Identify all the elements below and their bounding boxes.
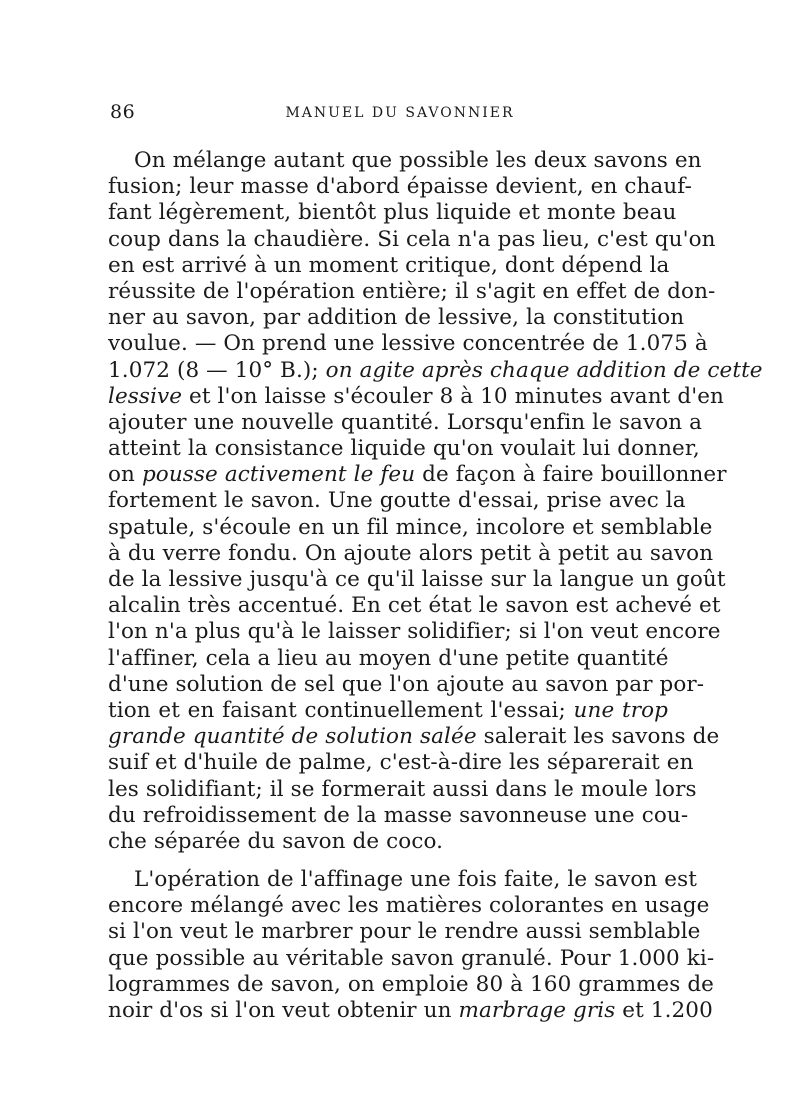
- text-segment: l'affiner, cela a lieu au moyen d'une petite quantité: [108, 645, 669, 671]
- text-segment: que possible au véritable savon granulé. Pour 1.000 ki-: [108, 945, 715, 971]
- text-line: [108, 867, 697, 893]
- text-line: [108, 893, 710, 919]
- text-line: [108, 148, 702, 174]
- text-line: [108, 357, 763, 384]
- text-segment: atteint la consistance liquide qu'on voulait lui donner,: [108, 436, 700, 462]
- text-line: [108, 174, 692, 200]
- text-line: [108, 971, 715, 998]
- text-line: [108, 829, 668, 855]
- text-segment: noir d'os si l'on veut obtenir un: [108, 998, 459, 1023]
- text-line: [108, 253, 668, 279]
- text-line: [108, 724, 720, 750]
- text-line: [108, 226, 716, 253]
- text-segment: si l'on veut le marbrer pour le rendre aussi semblable: [108, 919, 701, 945]
- text-line: [108, 646, 668, 672]
- text-segment: ner au savon, par addition de lessive, la constitution: [108, 305, 685, 331]
- page-number: 86: [110, 101, 136, 123]
- text-segment: l'on n'a plus qu'à le laisser solidifier; si l'on veut encore: [108, 619, 721, 645]
- text-segment: On mélange autant que possible les deux savons en: [134, 148, 702, 173]
- text-segment: et l'on laisse s'écouler 8 à 10 minutes avant d'en: [182, 383, 724, 409]
- text-segment: du refroidissement de la masse savonneuse une cou-: [108, 802, 689, 828]
- italic-text: on agite après chaque addition de cette: [325, 357, 763, 383]
- text-segment: de la lessive jusqu'à ce qu'il laisse sur la langue un goût: [108, 567, 726, 592]
- text-line: [108, 383, 724, 410]
- text-line: [108, 200, 677, 226]
- text-segment: de façon à faire bouillonner: [415, 462, 727, 488]
- italic-text: une trop: [573, 697, 668, 723]
- text-segment: et 1.200: [615, 998, 713, 1023]
- text-segment: ajouter une nouvelle quantité. Lorsqu'enfin le savon a: [108, 409, 703, 435]
- text-line: [108, 540, 714, 567]
- text-line: [108, 919, 701, 945]
- text-segment: réussite de l'opération entière; il s'agit en effet de don-: [108, 278, 716, 304]
- text-segment: 1.072 (8 — 10° B.);: [108, 357, 326, 383]
- text-segment: spatule, s'écoule en un fil mince, incolore et semblable: [108, 514, 713, 540]
- text-line: [108, 619, 721, 645]
- text-segment: encore mélangé avec les matières colorantes en usage: [108, 893, 710, 919]
- text-line: [108, 409, 703, 436]
- text-segment: salerait les savons de: [476, 724, 720, 750]
- text-segment: à du verre fondu. On ajoute alors petit à petit au savon: [108, 540, 714, 566]
- text-segment: tion et en faisant continuellement l'essai;: [108, 697, 574, 723]
- italic-text: lessive: [108, 383, 183, 409]
- body-text: [108, 148, 763, 1024]
- text-segment: logrammes de savon, on emploie 80 à 160 grammes de: [108, 971, 715, 997]
- text-line: [108, 776, 697, 803]
- text-segment: d'une solution de sel que l'on ajoute au savon par por-: [108, 671, 705, 697]
- text-segment: les solidifiant; il se formerait aussi dans le moule lors: [108, 776, 697, 802]
- paragraph-gap: [108, 855, 668, 867]
- text-line: [108, 305, 685, 331]
- italic-text: marbrage gris: [458, 998, 616, 1023]
- text-segment: on: [108, 462, 142, 488]
- paragraph: [108, 148, 763, 855]
- text-line: [108, 462, 727, 488]
- text-line: [108, 278, 716, 305]
- text-segment: voulue. — On prend une lessive concentrée de 1.075 à: [108, 331, 708, 357]
- text-segment: L'opération de l'affinage une fois faite, le savon est: [134, 867, 697, 893]
- text-segment: che séparée du savon de coco.: [108, 828, 444, 854]
- italic-text: grande quantité de solution salée: [108, 724, 477, 750]
- text-segment: alcalin très accentué. En cet état le savon est achevé et: [108, 593, 721, 619]
- text-line: [108, 331, 708, 357]
- running-title: MANUEL DU SAVONNIER: [285, 105, 515, 121]
- paragraph: [108, 867, 715, 1024]
- text-segment: suif et d'huile de palme, c'est-à-dire les séparerait en: [108, 750, 694, 776]
- text-line: [108, 488, 686, 514]
- text-line: [108, 593, 721, 619]
- text-line: [108, 671, 705, 698]
- text-line: [108, 998, 713, 1024]
- text-line: [108, 567, 726, 593]
- text-line: [108, 436, 700, 462]
- text-segment: en est arrivé à un moment critique, dont dépend la: [108, 252, 670, 278]
- text-line: [108, 750, 694, 776]
- text-segment: fusion; leur masse d'abord épaisse devient, en chauf-: [108, 174, 692, 200]
- text-line: [108, 945, 715, 972]
- text-line: [108, 514, 713, 541]
- italic-text: pousse activement le feu: [141, 462, 416, 488]
- text-segment: coup dans la chaudière. Si cela n'a pas lieu, c'est qu'on: [108, 226, 716, 252]
- text-segment: fant légèrement, bientôt plus liquide et monte beau: [108, 200, 677, 226]
- text-line: [108, 802, 689, 829]
- text-line: [108, 698, 668, 724]
- text-segment: fortement le savon. Une goutte d'essai, prise avec la: [108, 488, 686, 514]
